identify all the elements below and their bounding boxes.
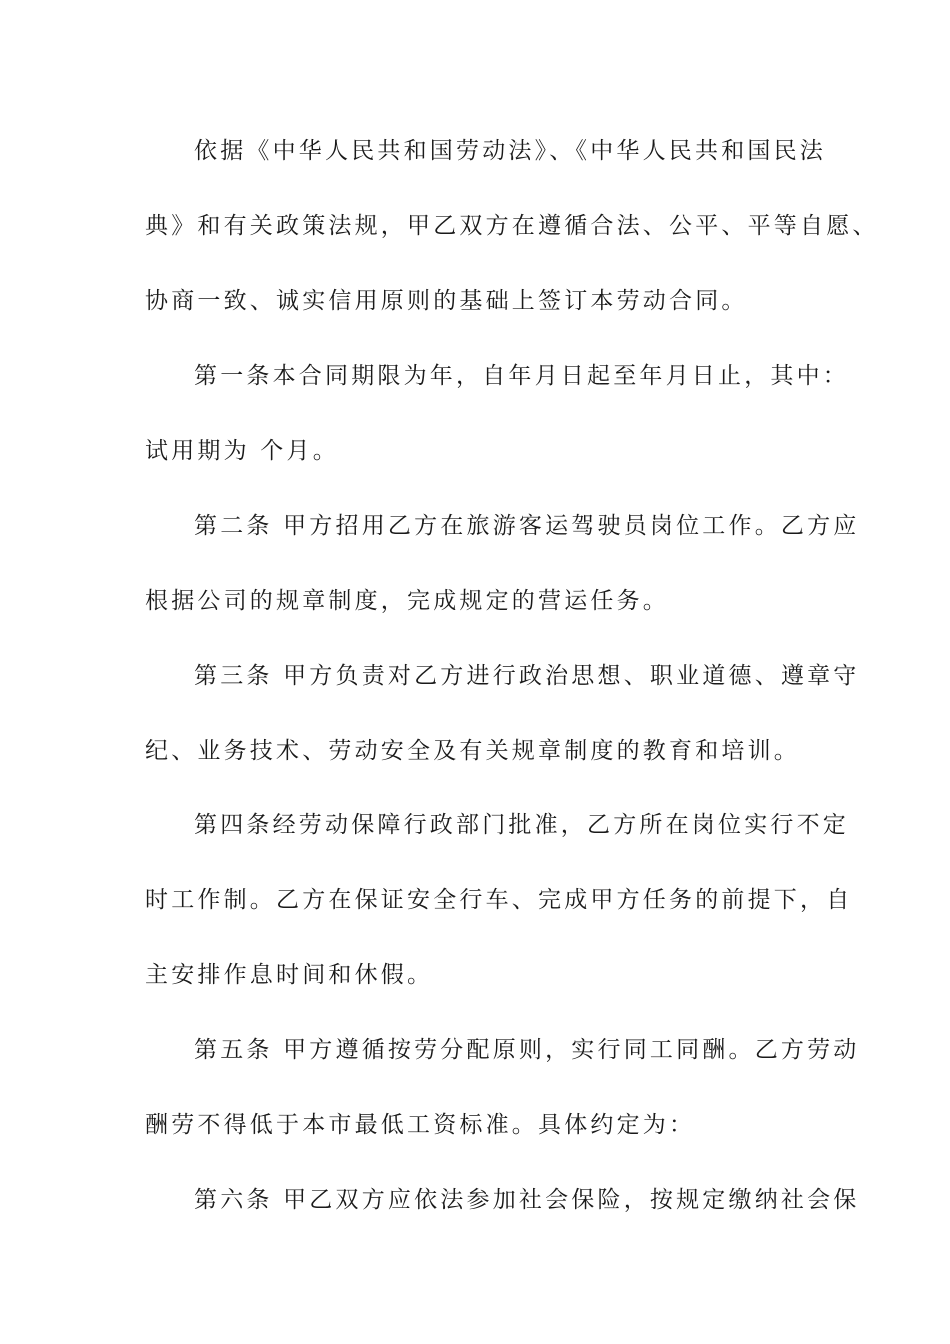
article-5-line-1: 第五条 甲方遵循按劳分配原则，实行同工同酬。乙方劳动 [194,1037,860,1063]
article-3-line-2: 纪、业务技术、劳动安全及有关规章制度的教育和培训。 [145,738,800,764]
article-6-line-1: 第六条 甲乙双方应依法参加社会保险，按规定缴纳社会保 [194,1187,860,1213]
article-2-line-2: 根据公司的规章制度，完成规定的营运任务。 [145,588,669,614]
article-3-line-1: 第三条 甲方负责对乙方进行政治思想、职业道德、遵章守 [194,663,860,689]
article-4-line-3: 主安排作息时间和休假。 [145,962,434,988]
article-1-line-1: 第一条本合同期限为年，自年月日起至年月日止，其中： [194,363,849,389]
para-preamble-line-2: 典》和有关政策法规，甲乙双方在遵循合法、公平、平等自愿、 [145,213,879,239]
article-5-line-2: 酬劳不得低于本市最低工资标准。具体约定为： [145,1112,696,1138]
article-4-line-1: 第四条经劳动保障行政部门批准，乙方所在岗位实行不定 [194,812,849,838]
para-preamble-line-3: 协商一致、诚实信用原则的基础上签订本劳动合同。 [145,288,748,314]
article-2-line-1: 第二条 甲方招用乙方在旅游客运驾驶员岗位工作。乙方应 [194,513,860,539]
article-1-line-2: 试用期为 个月。 [145,438,339,464]
article-4-line-2: 时工作制。乙方在保证安全行车、完成甲方任务的前提下，自 [145,887,853,913]
para-preamble-line-1: 依据《中华人民共和国劳动法》、《中华人民共和国民法 [194,138,826,164]
